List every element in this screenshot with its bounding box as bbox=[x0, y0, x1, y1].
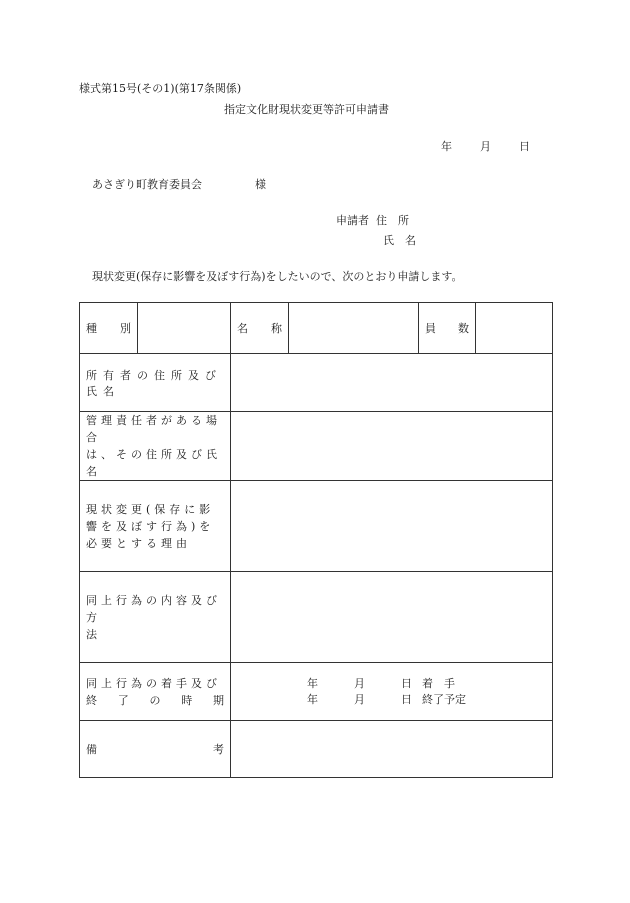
name-field[interactable] bbox=[289, 303, 419, 354]
table-row bbox=[80, 412, 553, 481]
manager-label: 管理責任者がある場合 は、その住所及び氏名 bbox=[80, 412, 231, 481]
reason-field[interactable] bbox=[231, 481, 553, 572]
table-row bbox=[80, 303, 553, 354]
method-label: 同上行為の内容及び方 法 bbox=[80, 572, 231, 663]
start-year: 年 bbox=[307, 676, 318, 690]
date-day: 日 bbox=[519, 140, 530, 153]
remarks-field[interactable] bbox=[231, 721, 553, 778]
start-date-line bbox=[237, 676, 546, 692]
addressee-honorific: 様 bbox=[255, 178, 266, 191]
end-suffix: 終了予定 bbox=[422, 692, 466, 706]
method-field[interactable] bbox=[231, 572, 553, 663]
owner-label: 所有者の住所及び氏名 bbox=[80, 354, 231, 412]
manager-field[interactable] bbox=[231, 412, 553, 481]
type-label: 種 別 bbox=[80, 303, 138, 354]
end-year: 年 bbox=[307, 692, 318, 706]
end-date-line bbox=[237, 692, 546, 708]
document-title: 指定文化財現状変更等許可申請書 bbox=[224, 103, 389, 116]
period-field[interactable] bbox=[231, 663, 553, 721]
intro-text: 現状変更(保存に影響を及ぼす行為)をしたいので、次のとおり申請します。 bbox=[92, 270, 463, 283]
applicant-label: 申請者 bbox=[336, 214, 369, 227]
reason-label: 現状変更(保存に影 響を及ぼす行為)を 必要とする理由 bbox=[80, 481, 231, 572]
date-year: 年 bbox=[441, 140, 452, 153]
date-month: 月 bbox=[480, 140, 491, 153]
applicant-name-label: 氏 名 bbox=[383, 234, 416, 247]
start-suffix: 着 手 bbox=[422, 676, 455, 690]
end-day: 日 bbox=[401, 692, 412, 706]
owner-field[interactable] bbox=[231, 354, 553, 412]
count-field[interactable] bbox=[476, 303, 553, 354]
table-row bbox=[80, 721, 553, 778]
name-label: 名 称 bbox=[231, 303, 289, 354]
type-field[interactable] bbox=[138, 303, 231, 354]
application-date bbox=[441, 138, 530, 154]
table-row bbox=[80, 572, 553, 663]
addressee-name: あさぎり町教育委員会 bbox=[92, 178, 202, 191]
applicant-address-label: 住 所 bbox=[376, 214, 409, 227]
table-row bbox=[80, 354, 553, 412]
remarks-label: 備 考 bbox=[80, 721, 231, 778]
period-label: 同上行為の着手及び 終 了 の 時 期 bbox=[80, 663, 231, 721]
start-day: 日 bbox=[401, 676, 412, 690]
end-month: 月 bbox=[354, 692, 365, 706]
applicant-address-line bbox=[336, 212, 409, 228]
form-number: 様式第15号(その1)(第17条関係) bbox=[79, 82, 242, 95]
table-row bbox=[80, 481, 553, 572]
table-row bbox=[80, 663, 553, 721]
count-label: 員 数 bbox=[419, 303, 476, 354]
start-month: 月 bbox=[354, 676, 365, 690]
application-table bbox=[79, 302, 553, 778]
